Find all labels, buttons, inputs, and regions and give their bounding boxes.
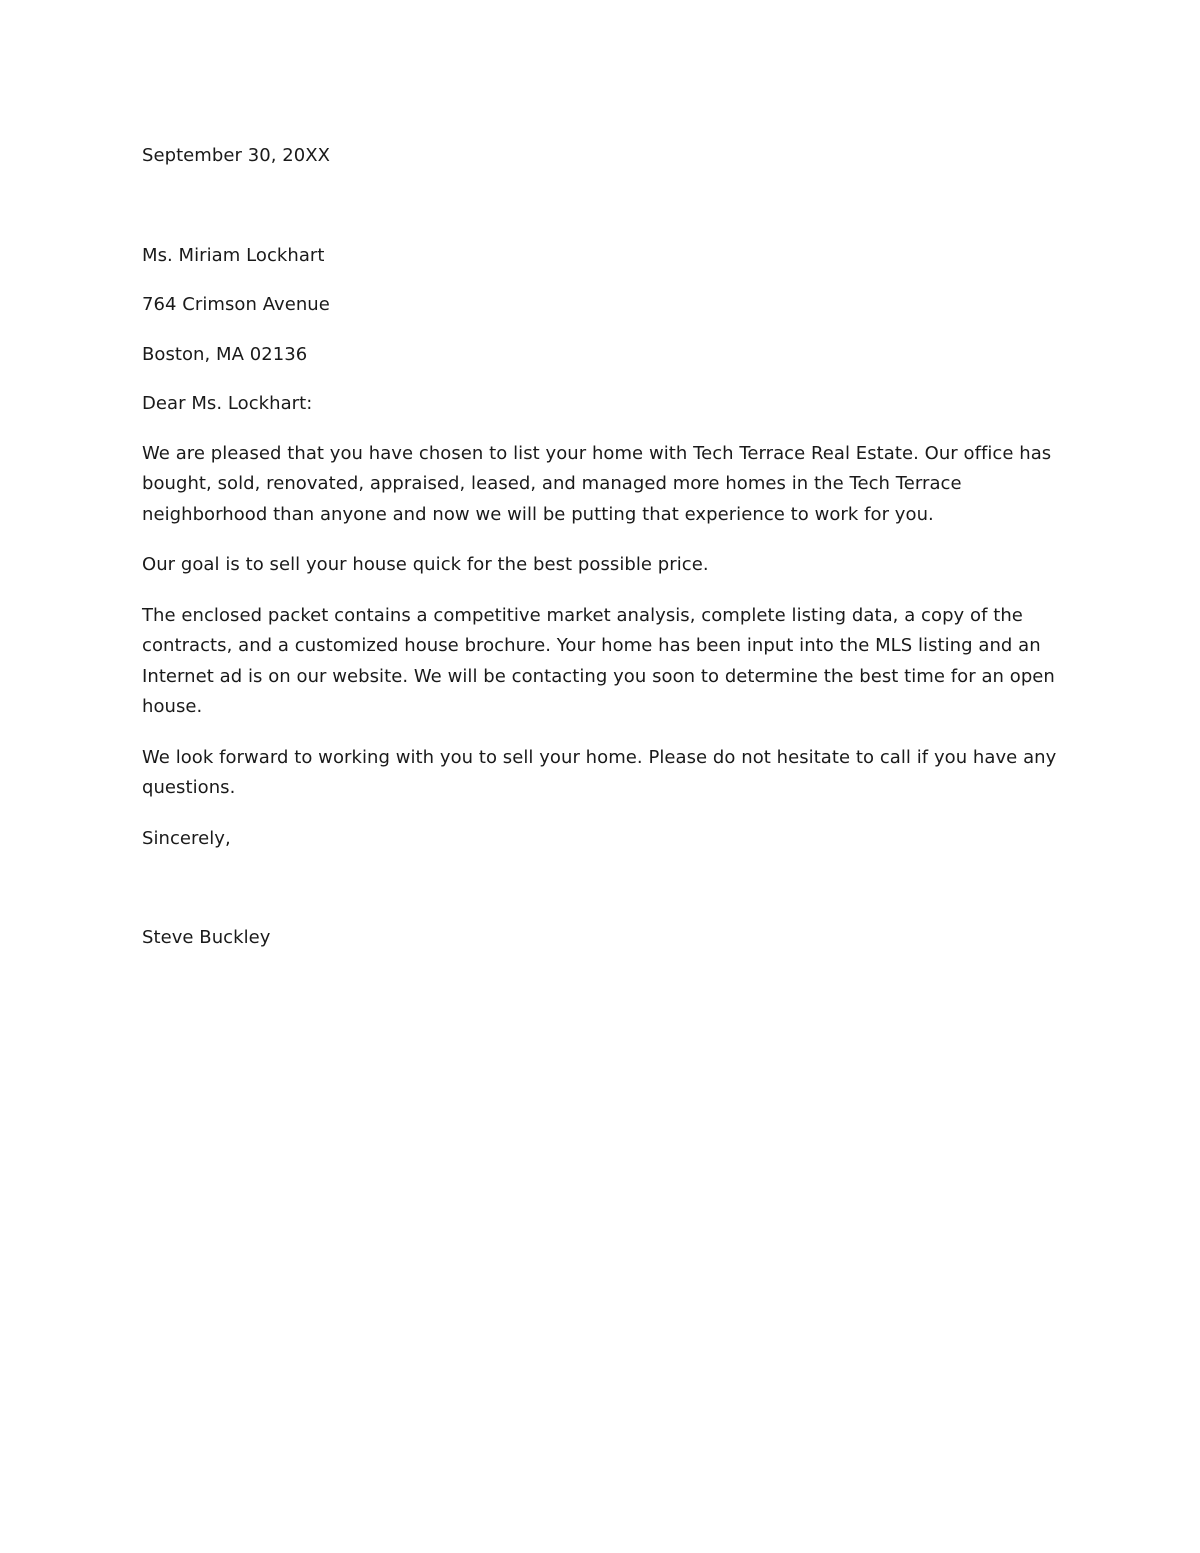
paragraph-line: bought, sold, renovated, appraised, leased, and managed more homes in the Tech Terrace	[142, 473, 962, 494]
letter-body	[142, 141, 1057, 954]
paragraph-line: The enclosed packet contains a competitive market analysis, complete listing data, a copy of the	[142, 604, 1023, 626]
letter-date: September 30, 20XX	[142, 145, 331, 166]
recipient-street: 764 Crimson Avenue	[142, 294, 330, 315]
paragraph-line: contracts, and a customized house brochure. Your home has been input into the MLS listing and an	[142, 635, 1041, 656]
body-paragraph-2	[142, 550, 1042, 581]
body-paragraph-1	[142, 439, 1052, 531]
paragraph-line: We look forward to working with you to sell your home. Please do not hesitate to call if you have any	[142, 746, 1057, 768]
signature-name: Steve Buckley	[142, 927, 271, 948]
recipient-name: Ms. Miriam Lockhart	[142, 244, 325, 266]
paragraph-line: Our goal is to sell your house quick for the best possible price.	[142, 554, 709, 575]
body-paragraph-3	[142, 601, 1055, 723]
salutation: Dear Ms. Lockhart:	[142, 393, 313, 414]
paragraph-line: questions.	[142, 777, 236, 798]
paragraph-line: neighborhood than anyone and now we will be putting that experience to work for you.	[142, 503, 934, 525]
body-paragraph-4	[142, 743, 1057, 804]
paragraph-line: house.	[142, 696, 203, 717]
paragraph-line: Internet ad is on our website. We will be contacting you soon to determine the best time for an open	[142, 665, 1055, 687]
recipient-city-state-zip: Boston, MA 02136	[142, 343, 308, 365]
closing: Sincerely,	[142, 827, 231, 849]
paragraph-line: We are pleased that you have chosen to list your home with Tech Terrace Real Estate. Our office has	[142, 442, 1052, 464]
